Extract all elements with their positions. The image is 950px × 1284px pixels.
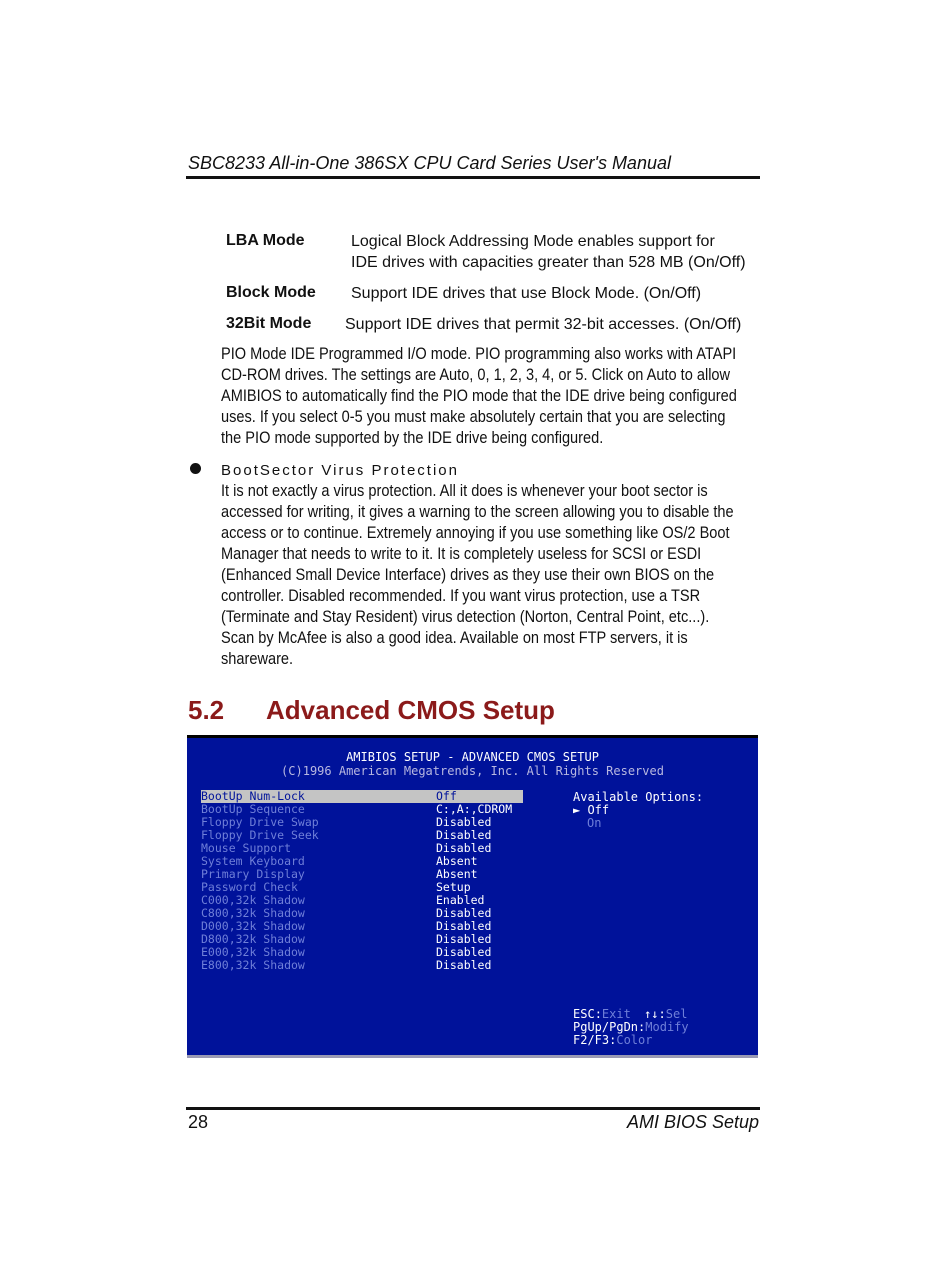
bios-option-on[interactable]: On bbox=[587, 816, 602, 830]
bootsector-line: Scan by McAfee is also a good idea. Available on most FTP servers, it is bbox=[221, 629, 688, 647]
bullet-title: BootSector Virus Protection bbox=[221, 462, 459, 479]
footer-section-title: AMI BIOS Setup bbox=[626, 1112, 759, 1132]
bios-item-name[interactable]: D000,32k Shadow bbox=[201, 919, 305, 933]
bios-key: PgUp/PgDn bbox=[573, 1020, 639, 1034]
bios-key-f2-row: F2/F3:Color bbox=[573, 1033, 653, 1047]
running-header: SBC8233 All-in-One 386SX CPU Card Series User's Manual bbox=[188, 153, 671, 173]
bios-item-value[interactable]: Enabled bbox=[436, 893, 485, 907]
bios-key-pgup-row: PgUp/PgDn:Modify bbox=[573, 1020, 689, 1034]
term-lba-mode: LBA Mode bbox=[226, 232, 305, 249]
bios-item-value[interactable]: Disabled bbox=[436, 919, 492, 933]
bios-item-value[interactable]: Disabled bbox=[436, 945, 492, 959]
bios-item-name[interactable]: Mouse Support bbox=[201, 841, 292, 855]
bios-item-value[interactable]: Absent bbox=[436, 854, 478, 868]
section-title: Advanced CMOS Setup bbox=[266, 695, 555, 725]
bios-item-name[interactable]: BootUp Num-Lock bbox=[201, 789, 305, 803]
bullet-dot bbox=[190, 463, 201, 474]
pio-line: CD-ROM drives. The settings are Auto, 0, 1, 2, 3, 4, or 5. Click on Auto to allow bbox=[221, 366, 731, 384]
page-number: 28 bbox=[188, 1112, 209, 1132]
pio-line: uses. If you select 0-5 you must make absolutely certain that you are selecting bbox=[221, 408, 726, 426]
bootsector-line: accessed for writing, it gives a warning to the screen allowing you to disable the bbox=[221, 503, 734, 521]
header-rule bbox=[186, 176, 760, 179]
bios-item-name[interactable]: Password Check bbox=[201, 880, 298, 894]
bios-item-value[interactable]: Disabled bbox=[436, 958, 492, 972]
bios-options-title: Available Options: bbox=[573, 790, 704, 804]
bios-option-off[interactable]: ► Off bbox=[573, 803, 610, 817]
bios-item-value[interactable]: C:,A:,CDROM bbox=[436, 802, 513, 816]
bios-key: ↑↓ bbox=[644, 1007, 659, 1021]
bios-item-name[interactable]: E800,32k Shadow bbox=[201, 958, 305, 972]
bios-item-name[interactable]: D800,32k Shadow bbox=[201, 932, 305, 946]
bios-screen bbox=[187, 735, 758, 1058]
bios-key: F2/F3 bbox=[573, 1033, 610, 1047]
bootsector-line: shareware. bbox=[221, 650, 294, 668]
bios-item-name[interactable]: Floppy Drive Seek bbox=[201, 828, 319, 842]
bios-item-value[interactable]: Disabled bbox=[436, 828, 492, 842]
pio-mode-paragraph bbox=[221, 344, 752, 449]
term-block-mode: Block Mode bbox=[226, 284, 316, 301]
desc-lba-mode-line1: Logical Block Addressing Mode enables support for bbox=[351, 233, 715, 250]
bios-item-value[interactable]: Absent bbox=[436, 867, 478, 881]
bios-key-action: Color bbox=[616, 1033, 653, 1047]
bios-key-esc-row: ESC:Exit ↑↓:Sel bbox=[573, 1007, 688, 1021]
bootsector-line: (Enhanced Small Device Interface) drives as they use their own BIOS on the bbox=[221, 566, 715, 584]
bios-item-name[interactable]: C800,32k Shadow bbox=[201, 906, 305, 920]
bios-key-action: Exit bbox=[601, 1007, 631, 1021]
bios-item-value[interactable]: Disabled bbox=[436, 932, 492, 946]
desc-lba-mode-line2: IDE drives with capacities greater than 528 MB (On/Off) bbox=[351, 254, 746, 271]
bios-key-action: Modify bbox=[645, 1020, 689, 1034]
bios-item-value[interactable]: Disabled bbox=[436, 841, 492, 855]
bios-copyright: (C)1996 American Megatrends, Inc. All Rights Reserved bbox=[281, 764, 664, 778]
bootsector-line: (Terminate and Stay Resident) virus detection (Norton, Central Point, etc...). bbox=[221, 608, 710, 626]
section-number: 5.2 bbox=[188, 695, 225, 725]
bios-item-value[interactable]: Setup bbox=[436, 880, 471, 894]
bootsector-paragraph bbox=[221, 481, 752, 670]
bootsector-line: Manager that needs to write to it. It is completely useless for SCSI or ESDI bbox=[221, 545, 702, 563]
bios-item-name[interactable]: E000,32k Shadow bbox=[201, 945, 305, 959]
bootsector-line: It is not exactly a virus protection. All it does is whenever your boot sector is bbox=[221, 482, 708, 500]
bios-key-action: Sel bbox=[665, 1007, 688, 1021]
bios-title: AMIBIOS SETUP - ADVANCED CMOS SETUP bbox=[346, 750, 599, 764]
bios-item-value[interactable]: Off bbox=[436, 789, 457, 803]
bootsector-line: controller. Disabled recommended. If you want virus protection, use a TSR bbox=[221, 587, 701, 605]
bootsector-line: access or to continue. Extremely annoying if you use something like OS/2 Boot bbox=[221, 524, 730, 542]
desc-32bit-mode: Support IDE drives that permit 32-bit accesses. (On/Off) bbox=[345, 316, 742, 333]
term-32bit-mode: 32Bit Mode bbox=[226, 315, 312, 332]
footer-rule bbox=[186, 1107, 760, 1110]
pio-line: AMIBIOS to automatically find the PIO mode that the IDE drive being configured bbox=[221, 387, 737, 405]
pio-line: the PIO mode supported by the IDE drive being configured. bbox=[221, 429, 604, 447]
bios-item-name[interactable]: Floppy Drive Swap bbox=[201, 815, 319, 829]
bios-item-value[interactable]: Disabled bbox=[436, 906, 492, 920]
bios-item-value[interactable]: Disabled bbox=[436, 815, 492, 829]
bios-item-name[interactable]: System Keyboard bbox=[201, 854, 305, 868]
bios-item-name[interactable]: BootUp Sequence bbox=[201, 802, 305, 816]
bios-key: ESC bbox=[573, 1007, 595, 1021]
pio-line: PIO Mode IDE Programmed I/O mode. PIO programming also works with ATAPI bbox=[221, 345, 737, 363]
bios-item-name[interactable]: C000,32k Shadow bbox=[201, 893, 305, 907]
bios-item-name[interactable]: Primary Display bbox=[201, 867, 305, 881]
section-heading bbox=[188, 695, 555, 726]
desc-block-mode: Support IDE drives that use Block Mode. (On/Off) bbox=[351, 285, 702, 302]
